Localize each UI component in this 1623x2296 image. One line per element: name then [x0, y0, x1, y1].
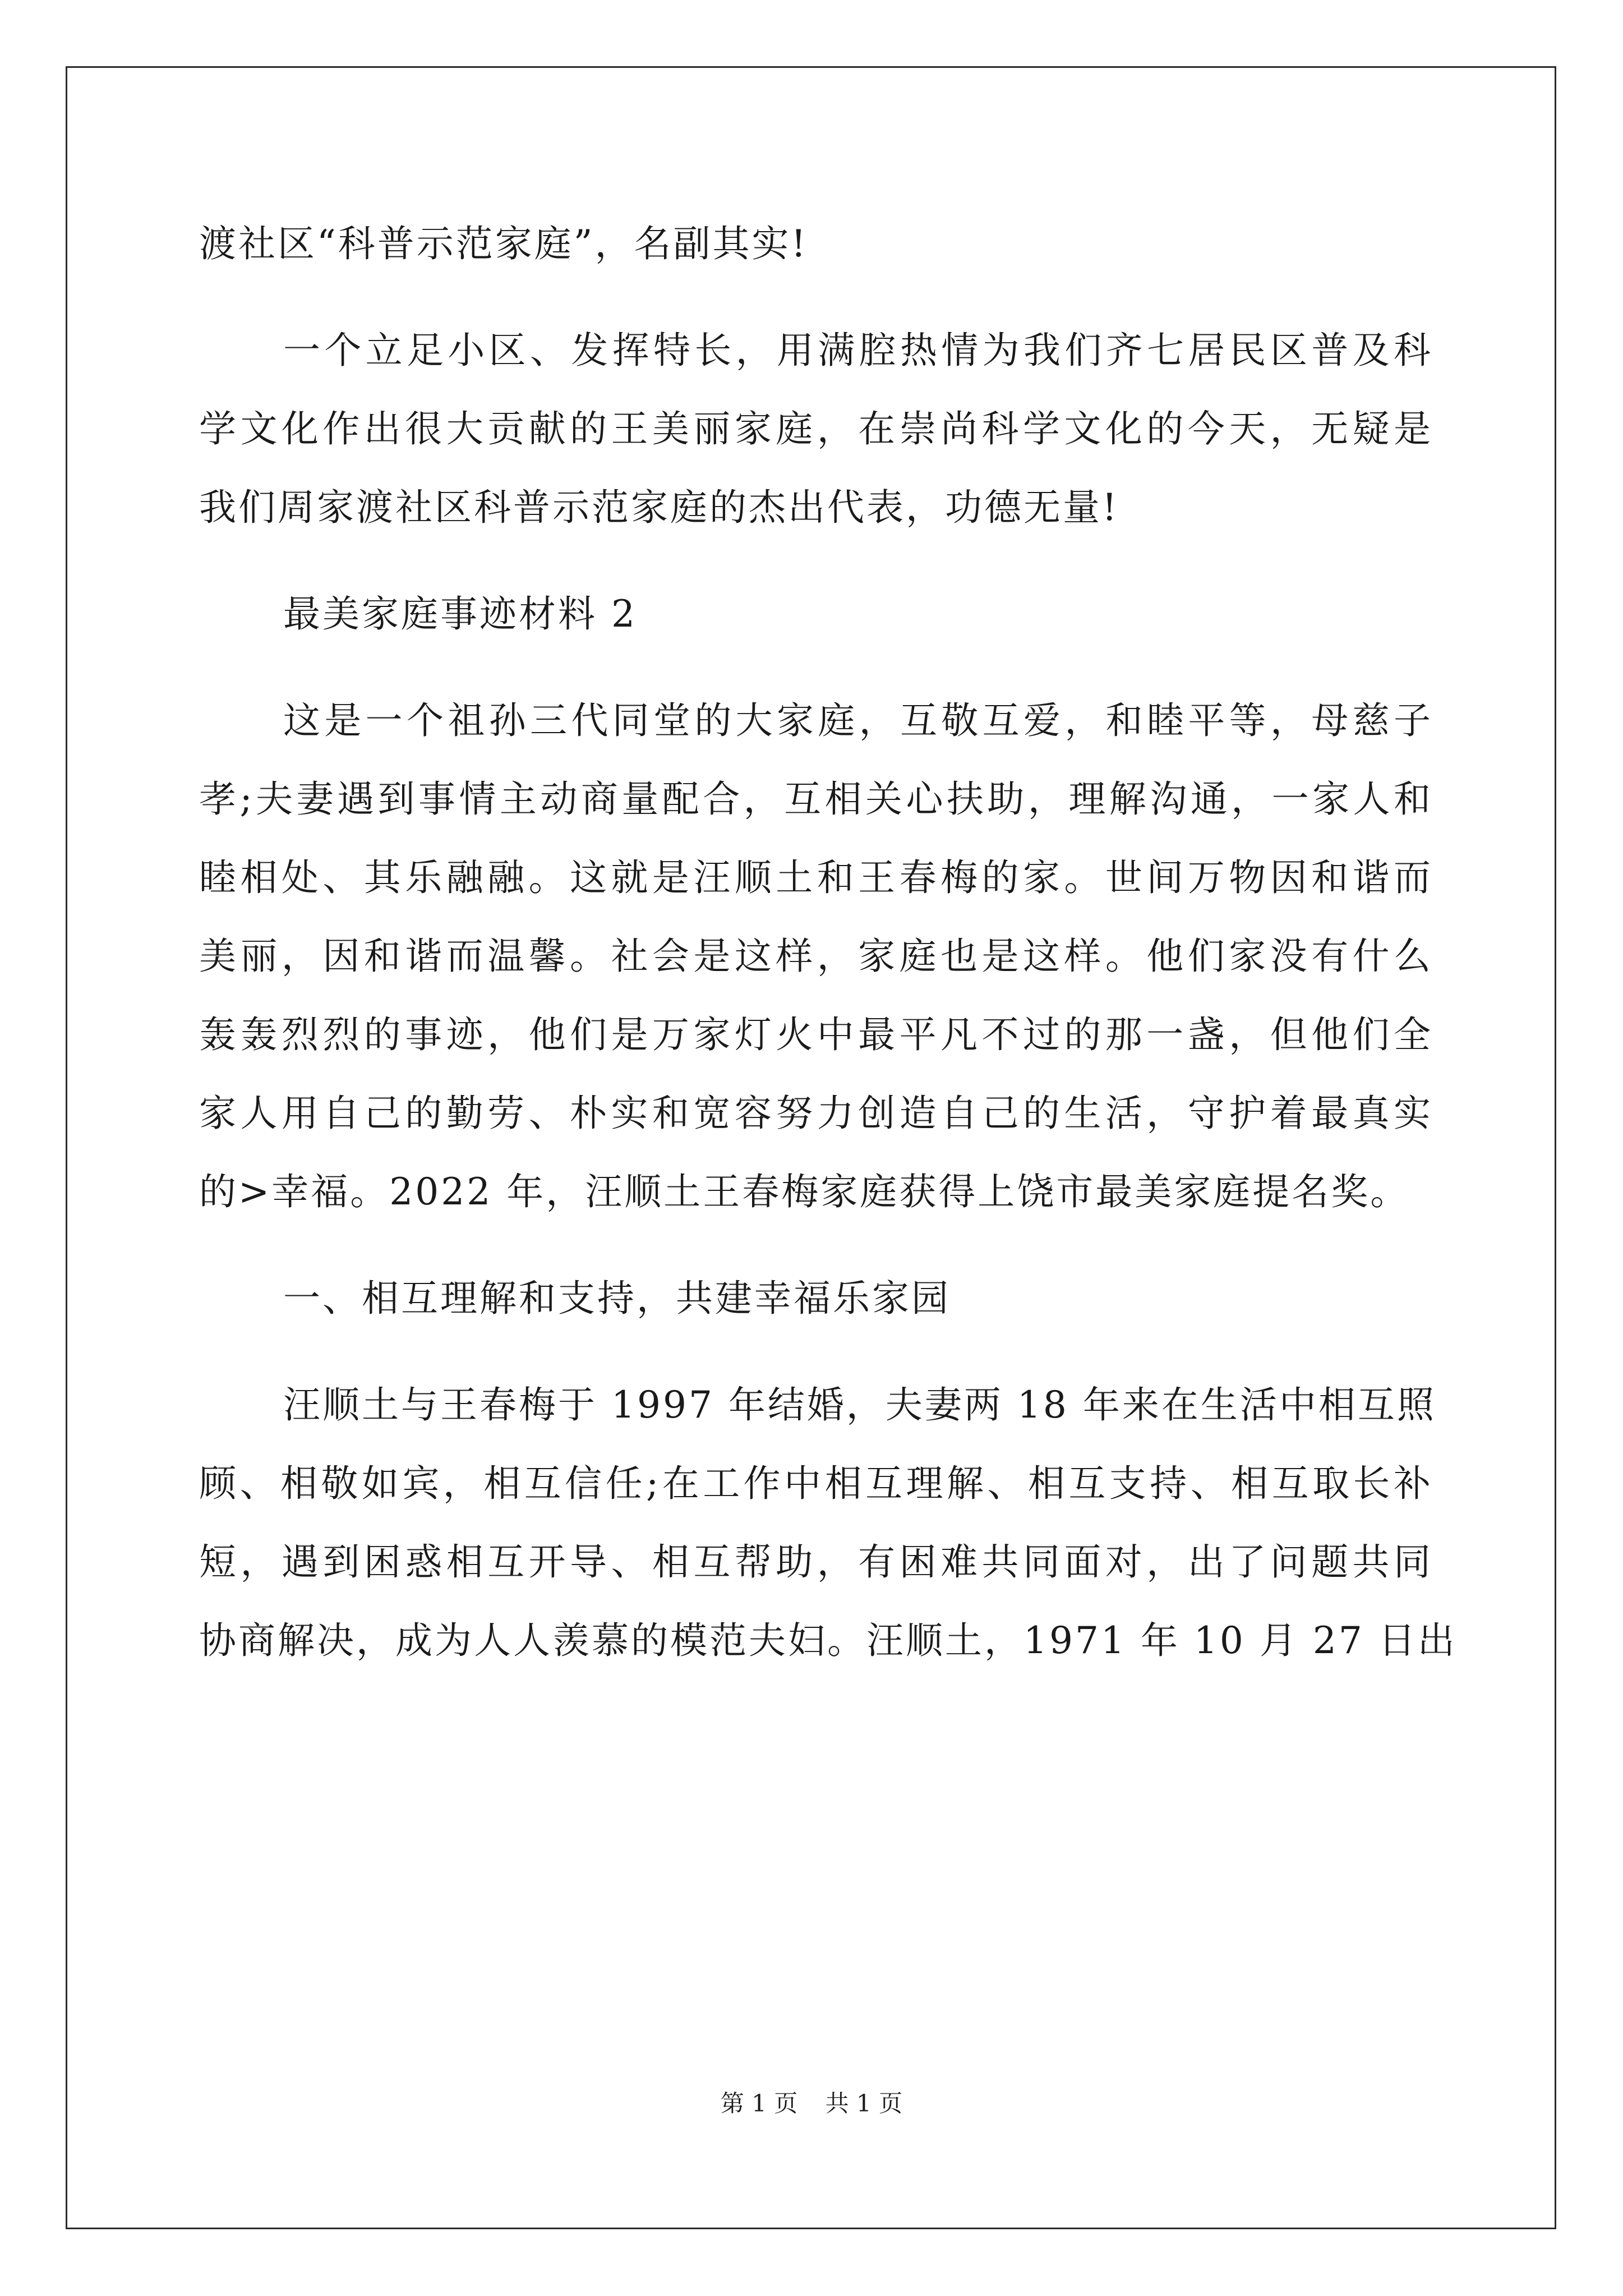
paragraph-line: 睦相处、其乐融融。这就是汪顺土和王春梅的家。世间万物因和谐而 [199, 856, 1433, 899]
paragraph-line: 短，遇到困惑相互开导、相互帮助，有困难共同面对，出了问题共同 [199, 1540, 1433, 1584]
paragraph-line: 我们周家渡社区科普示范家庭的杰出代表，功德无量! [199, 486, 1119, 529]
paragraph-line: 孝;夫妻遇到事情主动商量配合，互相关心扶助，理解沟通，一家人和 [199, 777, 1433, 821]
section-heading: 一、相互理解和支持，共建幸福乐家园 [283, 1277, 951, 1320]
paragraph-line: 一个立足小区、发挥特长，用满腔热情为我们齐七居民区普及科 [283, 329, 1433, 372]
paragraph-line: 学文化作出很大贡献的王美丽家庭，在崇尚科学文化的今天，无疑是 [199, 407, 1433, 450]
paragraph-line: 美丽，因和谐而温馨。社会是这样，家庭也是这样。他们家没有什么 [199, 935, 1433, 978]
paragraph-line: 这是一个祖孙三代同堂的大家庭，互敬互爱，和睦平等，母慈子 [283, 699, 1433, 742]
page-footer [0, 2087, 1623, 2120]
page-total: 共 1 页 [825, 2090, 903, 2117]
paragraph-line: 协商解决，成为人人羡慕的模范夫妇。汪顺土，1971 年 10 月 27 日出 [199, 1619, 1457, 1662]
paragraph-line: 轰轰烈烈的事迹，他们是万家灯火中最平凡不过的那一盏，但他们全 [199, 1013, 1433, 1056]
paragraph-line: 汪顺土与王春梅于 1997 年结婚，夫妻两 18 年来在生活中相互照 [283, 1383, 1436, 1427]
page-border [66, 66, 1556, 2229]
paragraph-line: 的>幸福。2022 年，汪顺土王春梅家庭获得上饶市最美家庭提名奖。 [199, 1170, 1410, 1213]
section-heading: 最美家庭事迹材料 2 [283, 592, 637, 636]
paragraph-line: 渡社区“科普示范家庭”，名副其实! [199, 222, 809, 265]
page-number: 第 1 页 [720, 2090, 798, 2117]
paragraph-line: 顾、相敬如宾，相互信任;在工作中相互理解、相互支持、相互取长补 [199, 1462, 1433, 1505]
paragraph-line: 家人用自己的勤劳、朴实和宽容努力创造自己的生活，守护着最真实 [199, 1092, 1433, 1135]
